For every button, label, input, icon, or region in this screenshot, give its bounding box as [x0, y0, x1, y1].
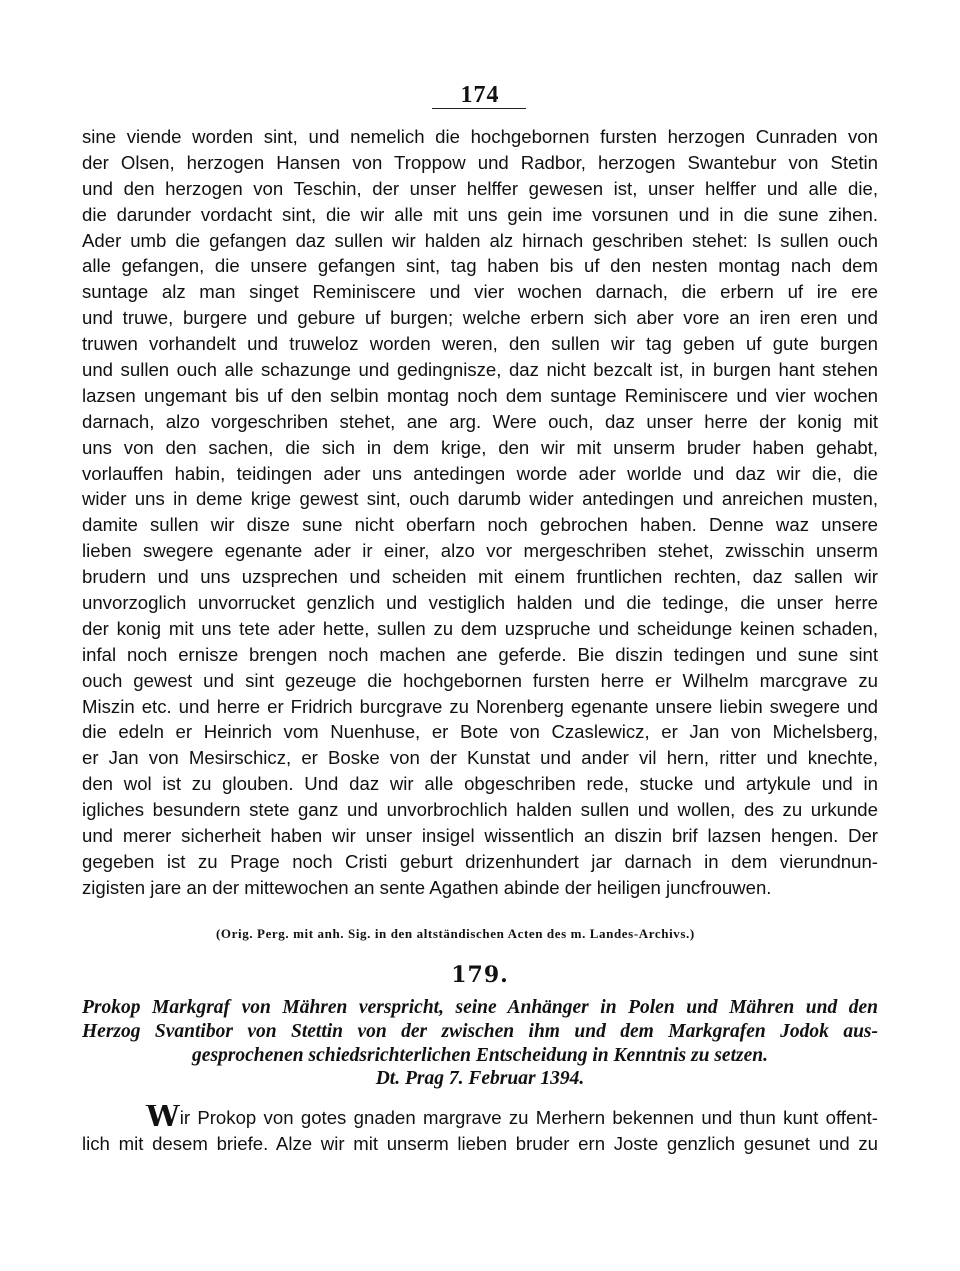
body-line: die edeln er Heinrich vom Nuenhuse, er Bote von Czaslewicz, er Jan von Michelsberg,: [82, 721, 878, 743]
drop-cap: W: [146, 1105, 180, 1131]
body-line: die darunder vordacht sint, die wir alle mit uns gein ime vorsunen und in die sune zihen.: [82, 203, 878, 225]
body-line: infal noch ernisze brengen noch machen ane geferde. Bie diszin tedingen und sune sint: [82, 643, 878, 665]
body-line: wider uns in deme krige gewest sint, ouch darumb wider antedingen und anreichen musten,: [82, 488, 878, 510]
body-line: vorlauffen habin, teidingen ader uns antedingen worde ader worlde und daz wir die, die: [82, 462, 878, 484]
body-line: der konig mit uns tete ader hette, sullen zu dem uzspruche und scheidunge keinen schaden,: [82, 617, 878, 639]
body-line: damite sullen wir disze sune nicht oberfarn noch gebrochen haben. Denne waz unsere: [82, 514, 878, 536]
heading-line: gesprochenen schiedsrichterlichen Entscheidung in Kenntnis zu setzen.: [192, 1044, 768, 1066]
document-body-text: [82, 124, 878, 901]
body-line: und den herzogen von Teschin, der unser helffer gewesen ist, unser helffer und alle die,: [82, 177, 878, 199]
heading-line: Prokop Markgraf von Mähren verspricht, seine Anhänger in Polen und Mähren und den: [82, 997, 878, 1018]
body-line: truwen vorhandelt und truweloz worden weren, den sullen wir tag geben uf gute burgen: [82, 333, 878, 355]
heading-line: Herzog Svantibor von Stettin von der zwischen ihm und dem Markgrafen Jodok aus-: [82, 1020, 878, 1042]
body-line: alle gefangen, die unsere gefangen sint, tag haben bis uf den nesten montag nach dem: [82, 255, 878, 277]
intro-line: [82, 1105, 878, 1131]
page-number-rule: [432, 108, 526, 109]
page-number: 174: [460, 82, 500, 108]
body-line: gegeben ist zu Prage noch Cristi geburt drizenhundert jar darnach in dem vierundnun-: [82, 850, 878, 872]
body-line: suntage alz man singet Reminiscere und vier wochen darnach, die erbern uf ire ere: [82, 281, 878, 303]
intro-line: lich mit desem briefe. Alze wir mit unserm lieben bruder ern Joste genzlich gesunet und zu: [82, 1133, 878, 1154]
document-intro-text: [82, 1105, 878, 1157]
body-line: zigisten jare an der mittewochen an sente Agathen abinde der heiligen juncfrouwen.: [82, 876, 772, 898]
body-line: igliches besundern stete ganz und unvorbrochlich halden sullen und wollen, des zu urkunde: [82, 799, 878, 821]
body-line: und truwe, burgere und gebure uf burgen; welche erbern sich aber vore an iren eren und: [82, 307, 878, 329]
body-line: uns von den sachen, die sich in dem krige, den wir mit unserm bruder haben gehabt,: [82, 436, 878, 458]
body-line: lieben swegere egenante ader ir einer, alzo vor mergeschriben stehet, zwisschin unserm: [82, 540, 878, 562]
body-line: den wol ist zu glouben. Und daz wir alle obgeschriben rede, stucke und artykule und in: [82, 773, 878, 795]
body-line: ouch gewest und sint gezeuge die hochgebornen fursten herre er Wilhelm marcgrave zu: [82, 669, 878, 691]
body-line: brudern und uns uzsprechen und scheiden mit einem fruntlichen rechten, daz sallen wir: [82, 566, 878, 588]
body-line: darnach, alzo vorgeschriben stehet, ane arg. Were ouch, daz unser herre der konig mit: [82, 410, 878, 432]
body-line: lazsen ungemant bis uf den selbin montag noch dem suntage Reminiscere und vier wochen: [82, 384, 878, 406]
intro-line-rest: ir Prokop von gotes gnaden margrave zu Merhern bekennen und thun kunt offent-: [179, 1107, 878, 1128]
body-line: unvorzoglich unvorrucket genzlich und vestiglich halden und die tedinge, die unser herre: [82, 592, 878, 614]
heading-date: Dt. Prag 7. Februar 1394.: [375, 1068, 585, 1090]
body-line: Ader umb die gefangen daz sullen wir halden alz hirnach geschriben stehet: Is sullen ouch: [82, 229, 878, 251]
body-line: der Olsen, herzogen Hansen von Troppow und Radbor, herzogen Swantebur von Stetin: [82, 151, 878, 173]
source-note: (Orig. Perg. mit anh. Sig. in den altständischen Acten des m. Landes-Archivs.): [216, 926, 695, 941]
body-line: und sullen ouch alle schazunge und gedingnisze, daz nicht bezcalt ist, in burgen hant stehen: [82, 359, 878, 381]
document-heading: [82, 996, 878, 1091]
document-number: 179.: [451, 962, 509, 988]
body-line: er Jan von Mesirschicz, er Boske von der Kunstat und ander vil hern, ritter und knechte,: [82, 747, 878, 769]
body-line: und merer sicherheit haben wir unser insigel wissentlich an diszin brif lazsen hengen. Der: [82, 825, 878, 847]
body-line: Miszin etc. und herre er Fridrich burcgrave zu Norenberg egenante unsere liebin swegere und: [82, 695, 878, 717]
body-line: sine viende worden sint, und nemelich die hochgebornen fursten herzogen Cunraden von: [82, 126, 878, 147]
